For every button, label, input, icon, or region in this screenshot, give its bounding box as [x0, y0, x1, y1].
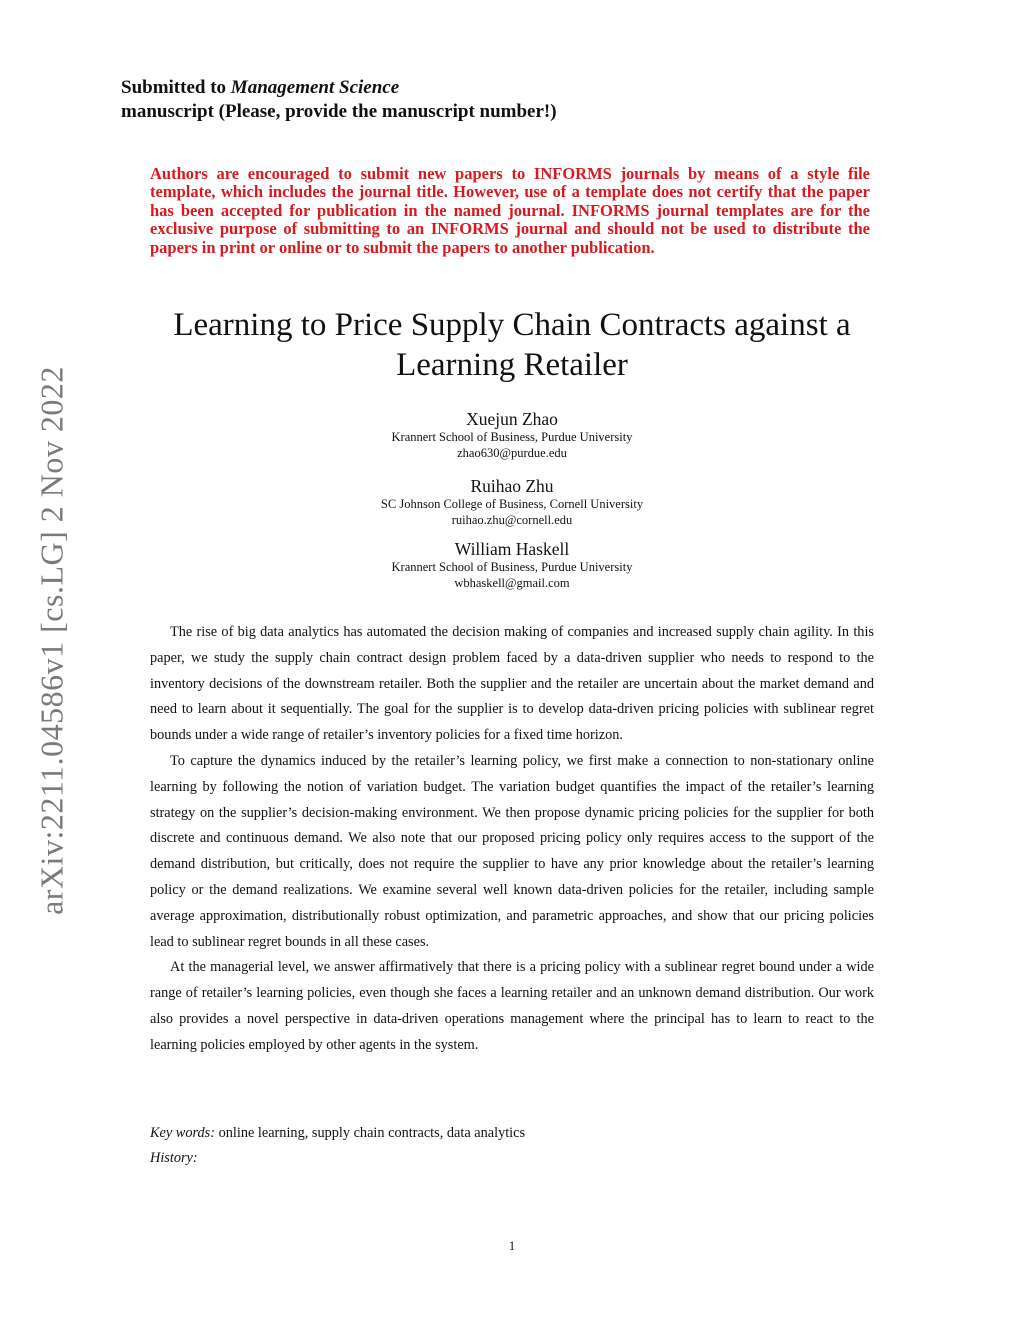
keywords-value: online learning, supply chain contracts, data analytics [218, 1125, 526, 1141]
history-line: History: [150, 1150, 198, 1166]
submitted-prefix: Submitted to [121, 77, 231, 98]
arxiv-identifier: arXiv:2211.04586v1 [cs.LG] 2 Nov 2022 [33, 366, 70, 915]
arxiv-sidebar [0, 0, 90, 1325]
abstract-paragraph-3: At the managerial level, we answer affirmatively that there is a pricing policy with a sublinear regret bound under a wide range of retailer’s learning policies, even though she faces a learning retailer and an unknown demand distribution. Our work also provides a novel perspective in data-driven operations management where the principal has to learn to react to the learning policies employed by other agents in the system. [150, 959, 874, 1053]
author-2 [262, 476, 762, 528]
author-affiliation: SC Johnson College of Business, Cornell University [380, 497, 644, 511]
author-email: wbhaskell@gmail.com [454, 576, 570, 590]
journal-name: Management Science [230, 77, 400, 98]
author-name: William Haskell [454, 539, 570, 559]
keywords-section [150, 1121, 525, 1171]
template-notice: Authors are encouraged to submit new papers to INFORMS journals by means of a style file template, which includes the journal title. However, use of a template does not certify that the paper has been accepted for publication in the named journal. INFORMS journal templates are for the exclusive purpose of submitting to an INFORMS journal and should not be used to distribute the papers in print or online or to submit the papers to another publication. [150, 164, 870, 257]
author-3 [262, 539, 762, 591]
author-affiliation: Krannert School of Business, Purdue University [391, 430, 633, 444]
submitted-line [121, 76, 557, 100]
title-line-2: Learning Retailer [396, 347, 628, 383]
keywords-label: Key words [150, 1125, 211, 1141]
author-name: Xuejun Zhao [466, 409, 558, 429]
author-email: zhao630@purdue.edu [457, 446, 567, 460]
abstract [150, 620, 874, 1059]
history-label: History [150, 1150, 193, 1166]
page-number: 1 [508, 1238, 516, 1253]
abstract-paragraph-2: To capture the dynamics induced by the retailer’s learning policy, we first make a connection to non-stationary online learning by following the notion of variation budget. The variation budget quantifies the impact of the retailer’s learning strategy on the supplier’s decision-making environment. We then propose dynamic pricing policies for the supplier for both discrete and continuous demand. We also note that our proposed pricing policy only requires access to the support of the demand distribution, but critically, does not require the supplier to have any prior knowledge about the retailer’s learning policy or the demand realizations. We examine several well known data-driven policies for the retailer, including sample average approximation, distributionally robust optimization, and parametric approaches, and show that our pricing policies lead to sublinear regret bounds in all these cases. [150, 752, 874, 950]
abstract-paragraph-1: The rise of big data analytics has automated the decision making of companies and increased supply chain agility. In this paper, we study the supply chain contract design problem faced by a data-driven supplier who needs to respond to the inventory decisions of the downstream retailer. Both the supplier and the retailer are uncertain about the market demand and need to learn about it sequentially. The goal for the supplier is to develop data-driven pricing policies with sublinear regret bounds under a wide range of retailer’s inventory policies for a fixed time horizon. [150, 624, 874, 744]
manuscript-line: manuscript (Please, provide the manuscript number!) [121, 101, 557, 122]
author-affiliation: Krannert School of Business, Purdue University [391, 560, 633, 574]
title-line-1: Learning to Price Supply Chain Contracts against a [173, 307, 851, 343]
author-email: ruihao.zhu@cornell.edu [451, 513, 573, 527]
keywords-line: Key words: online learning, supply chain contracts, data analytics [150, 1125, 526, 1141]
author-1 [262, 409, 762, 461]
journal-header [121, 76, 557, 124]
paper-title [100, 305, 924, 385]
author-name: Ruihao Zhu [470, 476, 554, 496]
